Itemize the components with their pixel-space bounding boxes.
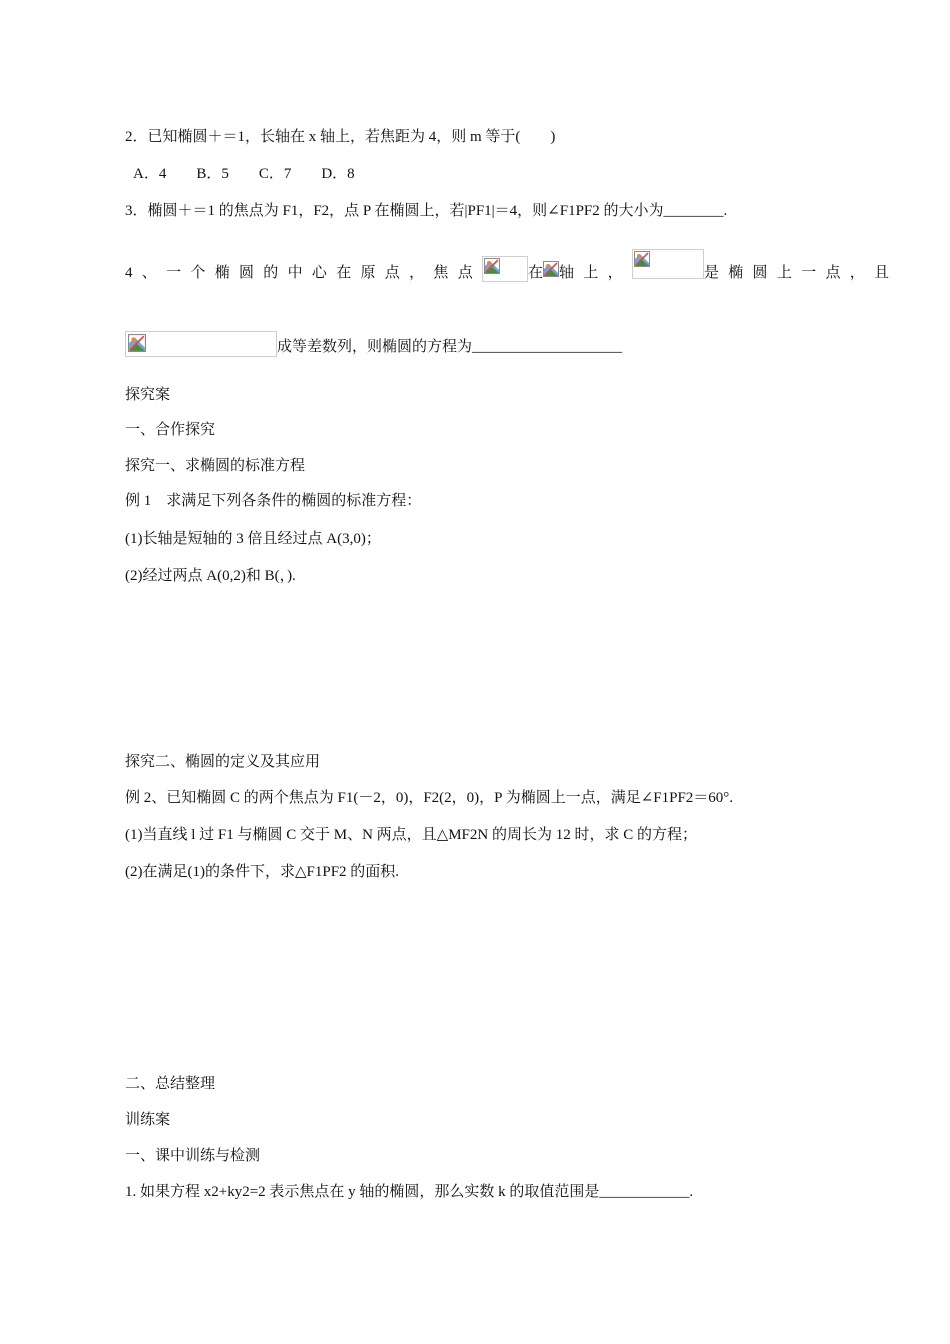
training-title: 训练案	[125, 1112, 171, 1128]
question-4-line-2	[125, 331, 622, 357]
example-2: 例 2、已知椭圆 C 的两个焦点为 F1(－2，0)，F2(2，0)，P 为椭圆上一点，满足∠F1PF2＝60°.	[125, 790, 734, 806]
inclass-title: 一、课中训练与检测	[125, 1148, 261, 1164]
explore-title: 探究案	[125, 387, 171, 403]
explore-1-title: 探究一、求椭圆的标准方程	[125, 458, 306, 474]
broken-image-icon	[543, 261, 559, 279]
question-2: 2．已知椭圆＋＝1，长轴在 x 轴上，若焦距为 4，则 m 等于( )	[125, 129, 556, 145]
broken-image-icon	[125, 331, 277, 357]
training-question-1: 1. 如果方程 x2+ky2=2 表示焦点在 y 轴的椭圆，那么实数 k 的取值范围是____________.	[125, 1184, 694, 1200]
q4-mid1: 在	[528, 265, 544, 281]
example-1-part-2: (2)经过两点 A(0,2)和 B(，).	[125, 568, 296, 584]
example-2-part-1: (1)当直线 l 过 F1 与椭圆 C 交于 M、N 两点，且△MF2N 的周长为 12 时，求 C 的方程；	[125, 827, 697, 843]
q4-line2: 成等差数列，则椭圆的方程为____________________	[277, 339, 623, 355]
example-1-part-1: (1)长轴是短轴的 3 倍且经过点 A(3,0)；	[125, 531, 381, 547]
example-2-part-2: (2)在满足(1)的条件下，求△F1PF2 的面积.	[125, 864, 400, 880]
example-1: 例 1 求满足下列各条件的椭圆的标准方程：	[125, 493, 422, 509]
q4-mid2: 轴上，	[559, 265, 632, 281]
question-4-line-1	[125, 249, 898, 283]
question-3: 3．椭圆＋＝1 的焦点为 F1，F2，点 P 在椭圆上，若|PF1|＝4，则∠F1PF2 的大小为________.	[125, 203, 728, 219]
broken-image-icon	[482, 256, 528, 282]
summary-title: 二、总结整理	[125, 1076, 216, 1092]
question-2-options: A．4 B．5 C．7 D．8	[133, 166, 355, 182]
explore-2-title: 探究二、椭圆的定义及其应用	[125, 754, 321, 770]
broken-image-icon	[632, 249, 704, 279]
q4-prefix: 4、一个椭圆的中心在原点，焦点	[125, 265, 483, 281]
q4-suffix: 是椭圆上一点，且	[703, 265, 899, 281]
coop-title: 一、合作探究	[125, 422, 216, 438]
